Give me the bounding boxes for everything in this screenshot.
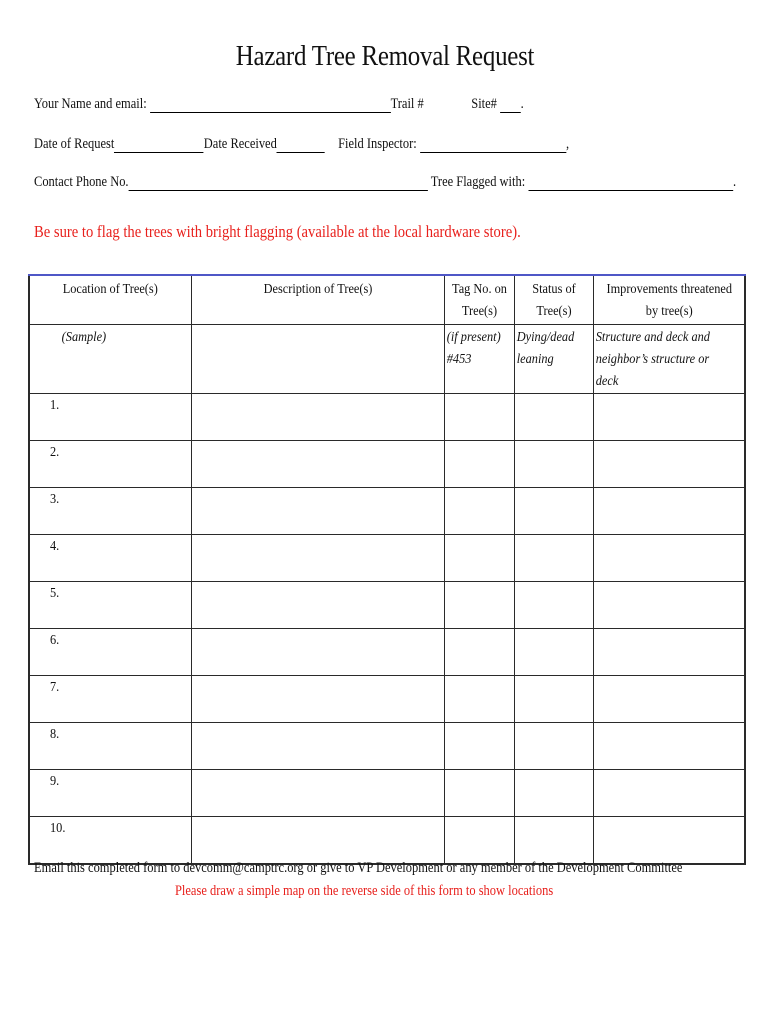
table-row <box>29 723 745 770</box>
map-instructions: Please draw a simple map on the reverse side of this form to show locations <box>175 883 554 899</box>
contact-phone-field[interactable] <box>129 176 428 191</box>
improvements-cell[interactable] <box>593 488 745 535</box>
name-email-field[interactable] <box>150 98 391 113</box>
row-number: 3. <box>29 488 191 535</box>
tree-table <box>28 274 746 865</box>
tag-cell[interactable] <box>444 441 514 488</box>
date-request-label: Date of Request <box>34 136 115 152</box>
row-number: 10. <box>29 817 191 865</box>
header-location: Location of Tree(s) <box>29 275 191 325</box>
tag-cell[interactable] <box>444 817 514 865</box>
field-inspector-label: Field Inspector: <box>338 136 417 152</box>
tag-cell[interactable] <box>444 535 514 582</box>
field-inspector-field[interactable] <box>420 138 566 153</box>
table-row <box>29 394 745 441</box>
row-number: 8. <box>29 723 191 770</box>
trail-label: Trail # <box>390 96 424 112</box>
tag-cell[interactable] <box>444 676 514 723</box>
table-row <box>29 582 745 629</box>
improvements-cell[interactable] <box>593 629 745 676</box>
improvements-cell[interactable] <box>593 582 745 629</box>
improvements-cell[interactable] <box>593 535 745 582</box>
improvements-cell[interactable] <box>593 817 745 865</box>
row-number: 9. <box>29 770 191 817</box>
status-cell[interactable] <box>514 582 593 629</box>
description-cell[interactable] <box>191 676 444 723</box>
improvements-cell[interactable] <box>593 676 745 723</box>
status-cell[interactable] <box>514 817 593 865</box>
improvements-cell[interactable] <box>593 770 745 817</box>
table-row <box>29 629 745 676</box>
status-cell[interactable] <box>514 723 593 770</box>
site-end: . <box>520 96 524 112</box>
date-received-field[interactable] <box>277 138 325 153</box>
sample-location: (Sample) <box>29 325 191 394</box>
status-cell[interactable] <box>514 629 593 676</box>
header-status: Status of Tree(s) <box>514 275 593 325</box>
tag-cell[interactable] <box>444 770 514 817</box>
status-cell[interactable] <box>514 488 593 535</box>
tag-cell[interactable] <box>444 488 514 535</box>
form-title: Hazard Tree Removal Request <box>235 40 535 72</box>
name-email-label: Your Name and email: <box>34 96 147 112</box>
improvements-cell[interactable] <box>593 723 745 770</box>
field-inspector-end: , <box>566 136 570 152</box>
description-cell[interactable] <box>191 488 444 535</box>
description-cell[interactable] <box>191 535 444 582</box>
status-cell[interactable] <box>514 394 593 441</box>
header-tag-no: Tag No. on Tree(s) <box>444 275 514 325</box>
description-cell[interactable] <box>191 582 444 629</box>
tag-cell[interactable] <box>444 582 514 629</box>
sample-status: Dying/dead leaning <box>514 325 593 394</box>
description-cell[interactable] <box>191 723 444 770</box>
header-improvements: Improvements threatened by tree(s) <box>593 275 745 325</box>
row-number: 5. <box>29 582 191 629</box>
table-row <box>29 488 745 535</box>
status-cell[interactable] <box>514 676 593 723</box>
description-cell[interactable] <box>191 441 444 488</box>
sample-row <box>29 325 745 394</box>
improvements-cell[interactable] <box>593 441 745 488</box>
date-received-label: Date Received <box>203 136 277 152</box>
row-number: 7. <box>29 676 191 723</box>
tree-flagged-label: Tree Flagged with: <box>430 174 526 190</box>
table-header-row <box>29 275 745 325</box>
sample-improvements: Structure and deck and neighbor’s structure or deck <box>593 325 745 394</box>
description-cell[interactable] <box>191 770 444 817</box>
table-row <box>29 770 745 817</box>
tree-flagged-field[interactable] <box>528 176 733 191</box>
row-number: 4. <box>29 535 191 582</box>
table-row <box>29 535 745 582</box>
contact-line <box>34 174 736 191</box>
description-cell[interactable] <box>191 817 444 865</box>
sample-description <box>191 325 444 394</box>
contact-phone-label: Contact Phone No. <box>34 174 129 190</box>
row-number: 1. <box>29 394 191 441</box>
sample-tag: (if present) #453 <box>444 325 514 394</box>
tag-cell[interactable] <box>444 723 514 770</box>
tag-cell[interactable] <box>444 629 514 676</box>
date-request-field[interactable] <box>114 138 203 153</box>
status-cell[interactable] <box>514 441 593 488</box>
description-cell[interactable] <box>191 629 444 676</box>
improvements-cell[interactable] <box>593 394 745 441</box>
table-row <box>29 441 745 488</box>
tree-flagged-end: . <box>732 174 737 190</box>
row-number: 2. <box>29 441 191 488</box>
description-cell[interactable] <box>191 394 444 441</box>
table-row <box>29 817 745 865</box>
date-line <box>34 136 569 153</box>
name-email-line <box>34 96 524 113</box>
site-field[interactable] <box>500 98 521 113</box>
tag-cell[interactable] <box>444 394 514 441</box>
site-label: Site# <box>471 96 497 112</box>
row-number: 6. <box>29 629 191 676</box>
header-description: Description of Tree(s) <box>191 275 444 325</box>
flagging-notice: Be sure to flag the trees with bright flagging (available at the local hardware store). <box>34 222 521 241</box>
status-cell[interactable] <box>514 770 593 817</box>
status-cell[interactable] <box>514 535 593 582</box>
email-instructions: Email this completed form to devcomm@camptrc.org or give to VP Development or any member of the Development Committee <box>34 860 683 876</box>
table-row <box>29 676 745 723</box>
